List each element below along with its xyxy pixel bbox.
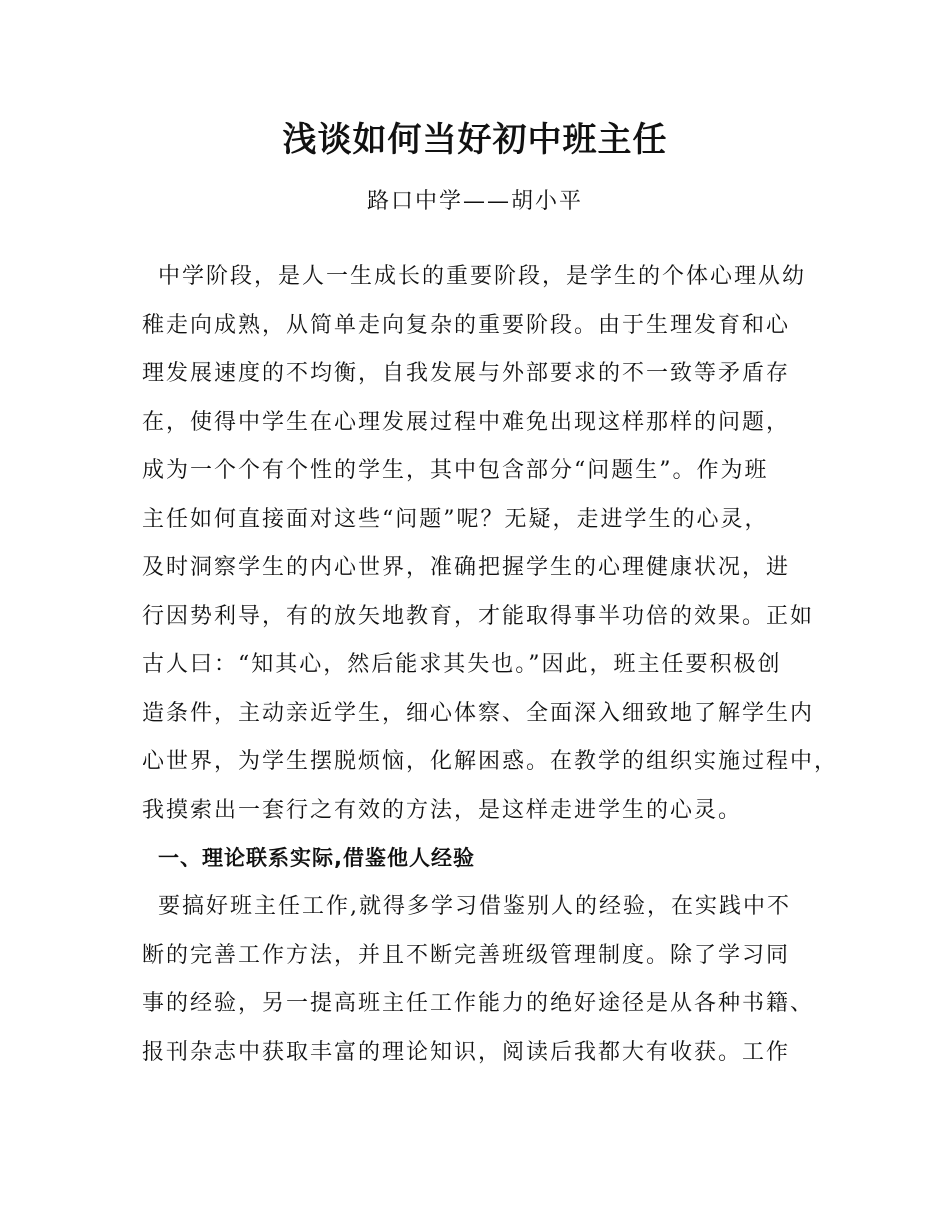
paragraph-line: 断的完善工作方法，并且不断完善班级管理制度。除了学习同 xyxy=(142,942,791,968)
paragraph-line: 心世界，为学生摆脱烦恼，化解困惑。在教学的组织实施过程中， xyxy=(142,749,839,774)
paragraph-line: 中学阶段，是人一生成长的重要阶段，是学生的个体心理从幼 xyxy=(158,264,807,289)
paragraph-line: 行因势利导，有的放矢地教育，才能取得事半功倍的效果。正如 xyxy=(142,603,815,629)
paragraph-line: 报刊杂志中获取丰富的理论知识，阅读后我都大有收获。工作 xyxy=(142,1039,791,1065)
paragraph-line: 事的经验，另一提高班主任工作能力的绝好途径是从各种书籍、 xyxy=(142,991,815,1016)
paragraph-line: 要搞好班主任工作,就得多学习借鉴别人的经验，在实践中不 xyxy=(158,894,791,919)
paragraph-line: 古人曰：“知其心，然后能求其失也。”因此，班主任要积极创 xyxy=(142,652,782,677)
paragraph-line: 造条件，主动亲近学生，细心体察、全面深入细致地了解学生内 xyxy=(142,700,815,726)
paragraph-line: 及时洞察学生的内心世界，准确把握学生的心理健康状况，进 xyxy=(142,555,791,580)
paragraph-line: 我摸索出一套行之有效的方法，是这样走进学生的心灵。 xyxy=(142,797,743,823)
document-title: 浅谈如何当好初中班主任 xyxy=(282,120,668,160)
paragraph-line: 成为一个个有个性的学生，其中包含部分“问题生”。作为班 xyxy=(142,458,769,483)
paragraph-line: 主任如何直接面对这些“问题”呢？无疑，走进学生的心灵， xyxy=(142,506,769,532)
paragraph-line: 稚走向成熟，从简单走向复杂的重要阶段。由于生理发育和心 xyxy=(142,312,791,338)
paragraph-2 xyxy=(142,883,824,1077)
paragraph-line: 理发展速度的不均衡，自我发展与外部要求的不一致等矛盾存 xyxy=(142,361,791,386)
section-heading: 一、理论联系实际,借鉴他人经验 xyxy=(158,846,475,870)
paragraph-1 xyxy=(142,253,839,835)
author-line: 路口中学——胡小平 xyxy=(366,189,583,214)
paragraph-line: 在，使得中学生在心理发展过程中难免出现这样那样的问题， xyxy=(142,409,791,435)
